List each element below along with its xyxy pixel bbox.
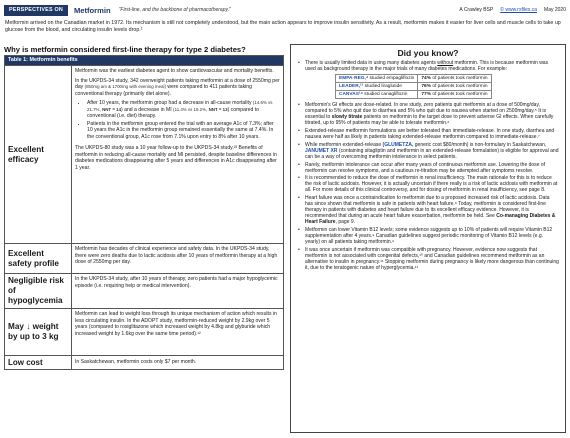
trial-name: CANVAS¹⁴ bbox=[339, 92, 363, 98]
efficacy-p2 bbox=[75, 78, 280, 98]
list-item bbox=[297, 195, 559, 225]
row-label: Excellent efficacy bbox=[5, 66, 72, 243]
b1b: (14.6% vs 21.7%, bbox=[87, 100, 273, 112]
trial-drug: studied empagliflozin bbox=[369, 76, 415, 82]
percent: 77% bbox=[421, 92, 431, 98]
p4c: generic cost $80/month) is non-formulary in Saskatchewan, bbox=[414, 141, 547, 148]
row-content: In Saskatchewan, metformin costs only $7 per month. bbox=[75, 359, 197, 366]
p2b: slowly titrate bbox=[331, 114, 363, 121]
author: A Crawley BSP bbox=[459, 7, 494, 13]
p2a: Metformin's GI effects are dose-related. In one study, zero patients quit metformin at a dose of 500mg/day, compared to 5% who quit due to diarrhea and 5% who quit due to nausea when started on 2500mg/day.⁵ It is essential to bbox=[305, 102, 547, 121]
trial-name: LEADER,¹³ bbox=[339, 84, 364, 90]
table-row-weight bbox=[5, 308, 283, 355]
box-title: Did you know? bbox=[397, 48, 459, 58]
efficacy-p2b: (850mg am & 1700mg with evening meal) bbox=[84, 84, 166, 89]
trial-cell bbox=[336, 83, 418, 91]
list-item: • Metformin can lower Vitamin B12 levels; some evidence suggests up to 10% of patients will require Vitamin B12 supplementation after 4 years.⁹ Canadian guidelines suggest periodic monitoring of Vitamin B12 levels (e.g. yearly) on all patients taking metformin.⁹ bbox=[297, 227, 559, 245]
list-item bbox=[297, 60, 559, 72]
list-item: • Extended-release metformin formulations are better tolerated than immediate-release. In one study, diarrhea and nausea were half as likely in patients taking extended-release metformin compared to immediate-release.⁷ bbox=[297, 128, 559, 140]
p7b[interactable]: Co-managing Diabetes & Heart Failure bbox=[305, 213, 556, 226]
trials-table bbox=[335, 74, 492, 99]
b1e: (11.4% vs 19.2%, bbox=[173, 106, 208, 112]
p1b: without bbox=[437, 60, 454, 66]
value-cell bbox=[418, 75, 491, 83]
table-row bbox=[336, 83, 492, 91]
efficacy-p2a: In the UKPDS-34 study, 342 overweight patients taking metformin at a dose of 2550mg per day bbox=[75, 77, 280, 90]
trial-cell bbox=[336, 75, 418, 83]
table-row bbox=[336, 91, 492, 99]
value-cell bbox=[418, 83, 491, 91]
facts-list bbox=[297, 60, 559, 72]
p7c: , page 9. bbox=[335, 219, 356, 226]
page-title: Metformin bbox=[73, 5, 111, 15]
list-item bbox=[87, 100, 280, 120]
b1f: NNT = 13 bbox=[208, 106, 228, 112]
row-content: In the UKPDS-34 study, after 10 years of therapy, zero patients had a major hypoglycemic episode (i.e. requiring help or medical intervention). bbox=[75, 276, 278, 289]
row-content: Metformin has decades of clinical experience and safety data. In the UKPDS-34 study, there were zero deaths due to lactic acidosis after 10 years of metformin therapy at a high dose of 2550mg per day. bbox=[75, 246, 278, 265]
p4e: (containing sitagliptin and metformin in an extended-release formulation) is eligible for approval and can be a way of overcoming metformin intolerance in select patients. bbox=[305, 147, 559, 160]
trial-drug: studied canagliflozin bbox=[364, 92, 408, 98]
facts-list-2 bbox=[297, 102, 559, 271]
percent: 76% bbox=[421, 84, 431, 90]
did-you-know-box bbox=[290, 44, 566, 433]
table-row bbox=[336, 75, 492, 83]
p2c: patients on metformin to the target dose to prevent adverse GI effects. When carefully titrated, up to 95% of patients may be able to tolerate metformin.⁶ bbox=[305, 114, 554, 127]
list-item bbox=[297, 102, 559, 126]
list-item: • It was once uncertain if metformin was compatible with pregnancy. However, evidence now suggests that metformin is not associated with congenital defects,¹⁰ and Canadian guidelines recommend metformin as an alternative to insulin in pregnancy.¹¹ Stopping metformin during pregnancy is likely more dangerous than continuing it, due to the teratogenic nature of hyperglycemia.¹¹ bbox=[297, 247, 559, 271]
header-quote: "First-line, and the backbone of pharmacotherapy." bbox=[118, 7, 231, 13]
value-text: of patients took metformin bbox=[432, 76, 488, 82]
list-item: • It is recommended to reduce the dose of metformin in renal insufficiency. The main rationale for this is to reduce the risk of lactic acidosis. However, it is actually uncertain if there really is a risk of lactic acidosis with metformin at all. For more details of this clinical controversy, and for dosing of metformin in renal insufficiency, see page 8. bbox=[297, 175, 559, 193]
section-tag: PERSPECTIVES ON bbox=[4, 5, 68, 16]
row-label: Negligible risk of hypoglycemia bbox=[5, 274, 72, 308]
p7a: Heart failure was once a contraindication to metformin due to a proposed increased risk of lactic acidosis. Data has since shown that metformin is safe in patients with heart failure.⁸ Today, metformin is considered first-line therapy in patients with diabetes and heart failure due to its excellent efficacy evidence. However, it is recommended that during an acute heart failure exacerbation, metformin be held. See bbox=[305, 195, 550, 220]
table-row-safety bbox=[5, 243, 283, 273]
value-text: of patients took metformin bbox=[432, 84, 488, 90]
trial-cell bbox=[336, 91, 418, 99]
row-content bbox=[72, 66, 283, 243]
trial-name: EMPA-REG,⁴ bbox=[339, 76, 369, 82]
table-row-efficacy bbox=[5, 65, 283, 243]
b1g: ) compared to conventional (i.e. diet) therapy. bbox=[87, 106, 259, 119]
page-header bbox=[4, 3, 566, 17]
p1c: metformin. This is because metformin was used as background therapy in the major trials of many diabetes medications. For example: bbox=[305, 60, 549, 73]
row-label: Low cost bbox=[5, 356, 72, 369]
date: May 2020 bbox=[544, 7, 566, 13]
table-row-cost bbox=[5, 355, 283, 369]
efficacy-list bbox=[87, 100, 280, 140]
benefits-table bbox=[4, 55, 284, 370]
value-cell bbox=[418, 91, 491, 99]
list-item: • Rarely, metformin intolerance can occur after many years of continuous metformin use. Lowering the dose of metformin can resolve symptoms, and a cautious re-titration may be attempted after symptoms resolve. bbox=[297, 162, 559, 174]
efficacy-p1: Metformin was the earliest diabetes agent to show cardiovascular and mortality benefits. bbox=[75, 68, 274, 74]
efficacy-p3: The UKPDS-80 study was a 10 year follow-up to the UKPDS-34 study.²³ Benefits of metformin in reducing all-cause mortality and MI persisted, despite baseline differences in diabetes medications disappearing after 5 years and differences in A1c disappearing after 1 year. bbox=[75, 145, 277, 171]
intro-paragraph: Metformin arrived on the Canadian market in 1972. Its mechanism is still not completely understood, but the main action appears to improve insulin sensitivity. As a result, metformin makes it easier for liver cells and muscle cells to take up glucose from the blood, and circulating insulin levels drop.¹ bbox=[5, 20, 561, 33]
list-item: • Patients in the metformin group entered the trial with an average A1c of 7.3%; after 10 years the A1c in the metformin group remained essentially the same at 7.4%. In the conventional group, A1c rose from 7.1% upon entry to 8% after 10 years. bbox=[87, 121, 280, 141]
list-item bbox=[297, 142, 559, 160]
p1a: There is usually limited data in using many diabetes agents bbox=[305, 60, 436, 66]
site-link[interactable]: © www.rxfiles.ca bbox=[500, 7, 538, 13]
percent: 74% bbox=[421, 76, 431, 82]
p4d: JANUMET XR bbox=[305, 147, 338, 154]
b1c: NNT = 14 bbox=[102, 106, 122, 112]
trial-drug: studied liraglutide bbox=[364, 84, 402, 90]
p4b: (GLUMETZA, bbox=[382, 141, 414, 148]
header-meta bbox=[459, 7, 566, 13]
p4a: While metformin extended-release bbox=[305, 141, 382, 148]
row-label: May ↓ weight by up to 3 kg bbox=[5, 309, 72, 355]
table-row-hypoglycemia bbox=[5, 273, 283, 308]
row-label: Excellent safety profile bbox=[5, 244, 72, 273]
b1d: ) and a decrease in MI bbox=[121, 106, 172, 113]
row-content: Metformin can lead to weight loss through its unique mechanism of action which results in less circulating insulin. In the ADOPT study, metformin-reduced weight by 2.9kg over 5 years (compared to rosiglitazone which increased weight by 4.8kg and glyburide which increased weight by 1.6kg over the same time period).¹² bbox=[75, 311, 277, 337]
efficacy-p2c: were compared to 411 patients taking conventional therapy (primarily diet alone). bbox=[75, 84, 252, 97]
section-heading: Why is metformin considered first-line therapy for type 2 diabetes? bbox=[4, 45, 246, 54]
value-text: of patients took metformin bbox=[432, 92, 488, 98]
b1a: After 10 years, the metformin group had a decrease in all-cause mortality bbox=[87, 100, 252, 106]
table-caption: Table 1: Metformin benefits bbox=[5, 56, 283, 65]
